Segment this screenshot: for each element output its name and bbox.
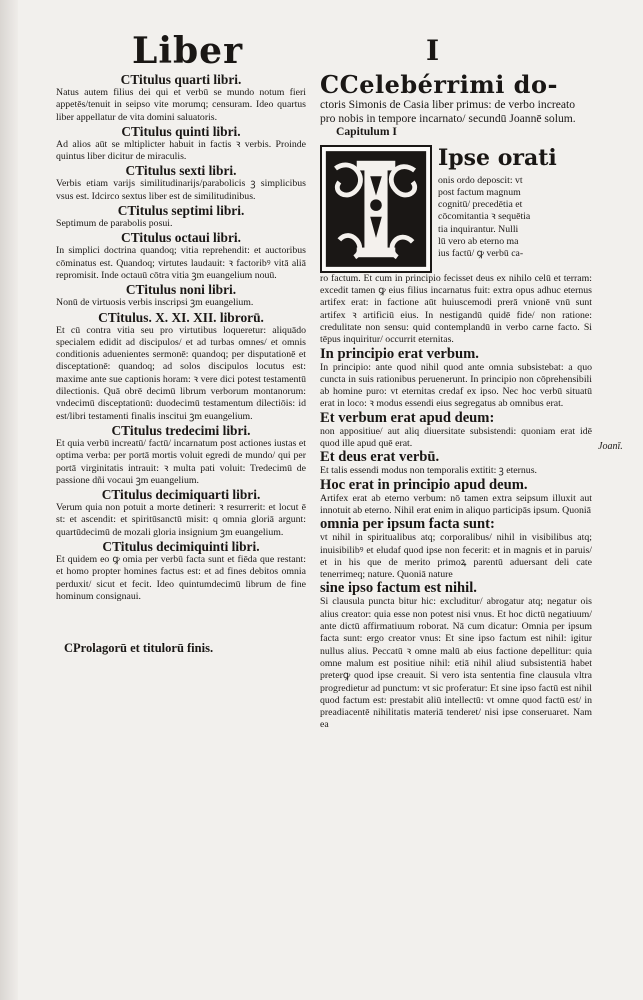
drop-cap-line: lū vero ab eterno ma bbox=[438, 235, 519, 247]
section-heading: CTitulus quinti libri. bbox=[121, 123, 241, 139]
body-paragraph: ro factum. Et cum in principio fecisset deus ex nihilo celū et terram: excedit tamen ꝙ eius filius incarnatus fuit: extra opus adhuc eternus artifex erat: in factione aūt huiuscemodi prerā vnionē vnū sunt artifex ꝛ artificiū eius. In nestigandū quidē fide/ non ratione: credulitate non sensu: quid contemplandū in verbo carne facto. Si tēpus inquiritur/ occurrit eternitas. bbox=[320, 272, 592, 346]
section-heading: CTitulus decimiquinti libri. bbox=[102, 539, 260, 555]
section-heading: CTitulus septimi libri. bbox=[117, 203, 245, 219]
drop-cap-line: onis ordo deposcit: vt bbox=[438, 174, 523, 186]
woodcut-initial-i bbox=[320, 145, 432, 273]
colophon: CProlagorū et titulorū finis. bbox=[64, 641, 214, 656]
body-paragraph: Et talis essendi modus non temporalis extitit: ꝫ eternus. bbox=[320, 465, 537, 477]
section-heading: In principio erat verbum. bbox=[320, 345, 479, 362]
body-paragraph: In principio: ante quod nihil quod ante omnia subsistebat: a quo cuncta in suis rationibus peruenerunt. In principio non cōprehensibili ab homine puro: vt eternitas credaf ex ipso. Nec hoc verbū situatū erat in loco: ꝛ modus essendi eius segregatus ab omnibus erat. bbox=[320, 361, 592, 410]
body-paragraph: Nonū de virtuosis verbis inscripsi ꝫm euangelium. bbox=[56, 297, 254, 309]
body-paragraph: Septimum de parabolis posui. bbox=[56, 218, 173, 230]
margin-note: Joanī. bbox=[598, 441, 623, 452]
body-paragraph: non appositiue/ aut aliq diuersitate subsistendi: quoniam erat idē quod ille apud quē erat. bbox=[320, 425, 592, 450]
section-heading: Et deus erat verbū. bbox=[320, 449, 440, 466]
running-head-left: Liber bbox=[132, 30, 244, 72]
section-heading: CTitulus octaui libri. bbox=[121, 230, 241, 246]
section-heading: CTitulus quarti libri. bbox=[120, 72, 242, 87]
drop-cap-line: tia inquirantur. Nulli bbox=[438, 223, 519, 235]
section-heading: CTitulus sexti libri. bbox=[125, 163, 237, 179]
body-paragraph: Artifex erat ab eterno verbum: nō tamen extra seipsum illuxit aut innotuit ab eterno. Nihil erat enim in aliquo participās ipsum. Quoniā bbox=[320, 492, 592, 516]
body-paragraph: Natus autem filius dei qui et verbū se mundo notum fieri appetēs/tenuit in seipso vite morumq; censuram. Ideo quartus liber appellatur de vita domini saluatoris. bbox=[56, 87, 306, 123]
right-column bbox=[320, 72, 592, 732]
right-column-blocks bbox=[320, 273, 592, 732]
section-heading: omnia per ipsum facta sunt: bbox=[320, 516, 495, 533]
left-column-blocks bbox=[56, 72, 306, 603]
body-paragraph: Ad alios aūt se mltiplicter habuit in factis ꝛ verbis. Proinde quintus liber dicitur de miraculis. bbox=[56, 138, 306, 163]
drop-cap-lines bbox=[438, 175, 592, 260]
woodcut-initial-graphic bbox=[322, 147, 430, 271]
body-paragraph: In simplici doctrina quandoq; vitia reprehendit: et auctoribus cōminatus est. Quandoq; virtutes laudauit: ꝛ factoribꝰ vitā aliā repromisit. Inde octauū cōtra vitia ꝫm euangelium nouū. bbox=[56, 245, 306, 281]
section-heading: CTitulus. X. XI. XII. librorū. bbox=[98, 309, 264, 325]
body-paragraph: Et cū contra vitia seu pro virtutibus loqueretur: aliquādo specialem edidit ad discipulos/ et ad turbas omnes/ et omnis conditionis aduenientes sermonē: quandoq; per disputationē et disceptationē: quandoq; ad solos discipulos locutus est: maxime ante sue captionis horam: ꝛ vere dici potest testamentū dilectionis. Quā obrē decimū librum verborum montanorum: vndecimū disceptationū: duodecimū testamentum dilectiōis: id est/libri testamenti finalis inscitui ꝫm euangelium. bbox=[56, 324, 306, 422]
body-paragraph: vt nihil in spiritualibus atq; corporalibus/ nihil in visibilibus atq; inuisibilibꝰ et eludaf quod ipse non fecerit: et in magnis et in paruis/ et in his que de merito primoꝝ parentū aduersant deli cate tenerrimeq; nature. Quoniā nature bbox=[320, 532, 592, 581]
section-heading: Et verbum erat apud deum: bbox=[320, 409, 495, 426]
section-heading: CTitulus decimiquarti libri. bbox=[101, 487, 261, 503]
drop-cap-row bbox=[320, 145, 592, 273]
title-rest bbox=[320, 98, 592, 139]
drop-cap-line: ius factū/ ꝙ verbū ca- bbox=[438, 248, 524, 259]
body-paragraph: Et quidem eo ꝙ omia per verbū facta sunt et fiēda que restant: et homo propter homines factus est: et ad fines debitos omnia perduxit/ sicut et fecit. Ideo quintumdecimū librum de fine hominum consignaui. bbox=[56, 554, 306, 602]
body-paragraph: Si clausula puncta bitur hic: excluditur/ abrogatur atq; negatur ois alius creator: quia esse non potest nisi vnus. Et hoc dictū negatiuum/ ante dictū affirmatiuum roborat. Nā cum dicatur: Omnia per ipsum facta sunt: ergo creator vnus: Et sine ipso factum est nihil: igitur nullus alius. Peccatū ꝛ omne malū ab eius factione depellitur: quia omne malum est positiue nihil: etiā nihil aliud subsistentiā habet preterꝙ quod ipse creauit. Si vero ista sententia fine clausula vltra progredietur ad punctum: vt sic proferatur: Et sine ipso factū est nihil quod factum est: prestabit aliū intellectū: vt omne quod factū est/ in preadiacentē nihilitatis materiā tenderet/ nisi ipse conseruaret. Nam ea bbox=[320, 596, 592, 731]
drop-cap-line: cōcomitantia ꝛ sequētia bbox=[438, 211, 531, 223]
title-body: ctoris Simonis de Casia liber primus: de verbo increato pro nobis in tempore incarnato/ secundū Joannē solum. bbox=[320, 98, 576, 125]
section-heading: sine ipso factum est nihil. bbox=[320, 580, 477, 597]
section-heading: CTitulus noni libri. bbox=[125, 282, 237, 298]
title-first-line: CCelebérrimi do- bbox=[320, 70, 558, 99]
incipit: Ipse orati bbox=[438, 144, 557, 171]
body-paragraph: Verum quia non potuit a morte detineri: ꝛ resurrerit: et locut ē st: et ascendit: et spiritūsanctū misit: q omnia gloriā argunt: quartūdecimū de mozali gloria insignium ꝫm euangelium. bbox=[56, 502, 306, 538]
folio-number: I bbox=[426, 34, 440, 67]
section-heading: Hoc erat in principio apud deum. bbox=[320, 476, 528, 493]
page-gutter-edge bbox=[0, 0, 18, 1000]
left-column bbox=[56, 72, 306, 656]
body-paragraph: Et quia verbū increatū/ factū/ incarnatum post actiones iustas et optima verba: per portā mortis voluit egredi de mundo/ qui per portā virginitatis intrauit: ꝛ multa pati voluit: Tredecimū de passione dñi vocaui ꝫm euangelium. bbox=[56, 437, 306, 486]
body-paragraph: Verbis etiam varijs similitudinarijs/parabolicis ꝫ simplicibus vsus est. Idcirco sextus liber est de similitudinibus. bbox=[56, 178, 306, 202]
drop-cap-line: post factum magnum bbox=[438, 186, 521, 198]
drop-cap-text bbox=[438, 145, 592, 260]
book-title bbox=[320, 72, 592, 139]
drop-cap-line: cognitū/ precedētia et bbox=[438, 199, 523, 211]
section-heading: CTitulus tredecimi libri. bbox=[111, 422, 251, 438]
chapter-label: Capitulum I bbox=[336, 125, 397, 139]
